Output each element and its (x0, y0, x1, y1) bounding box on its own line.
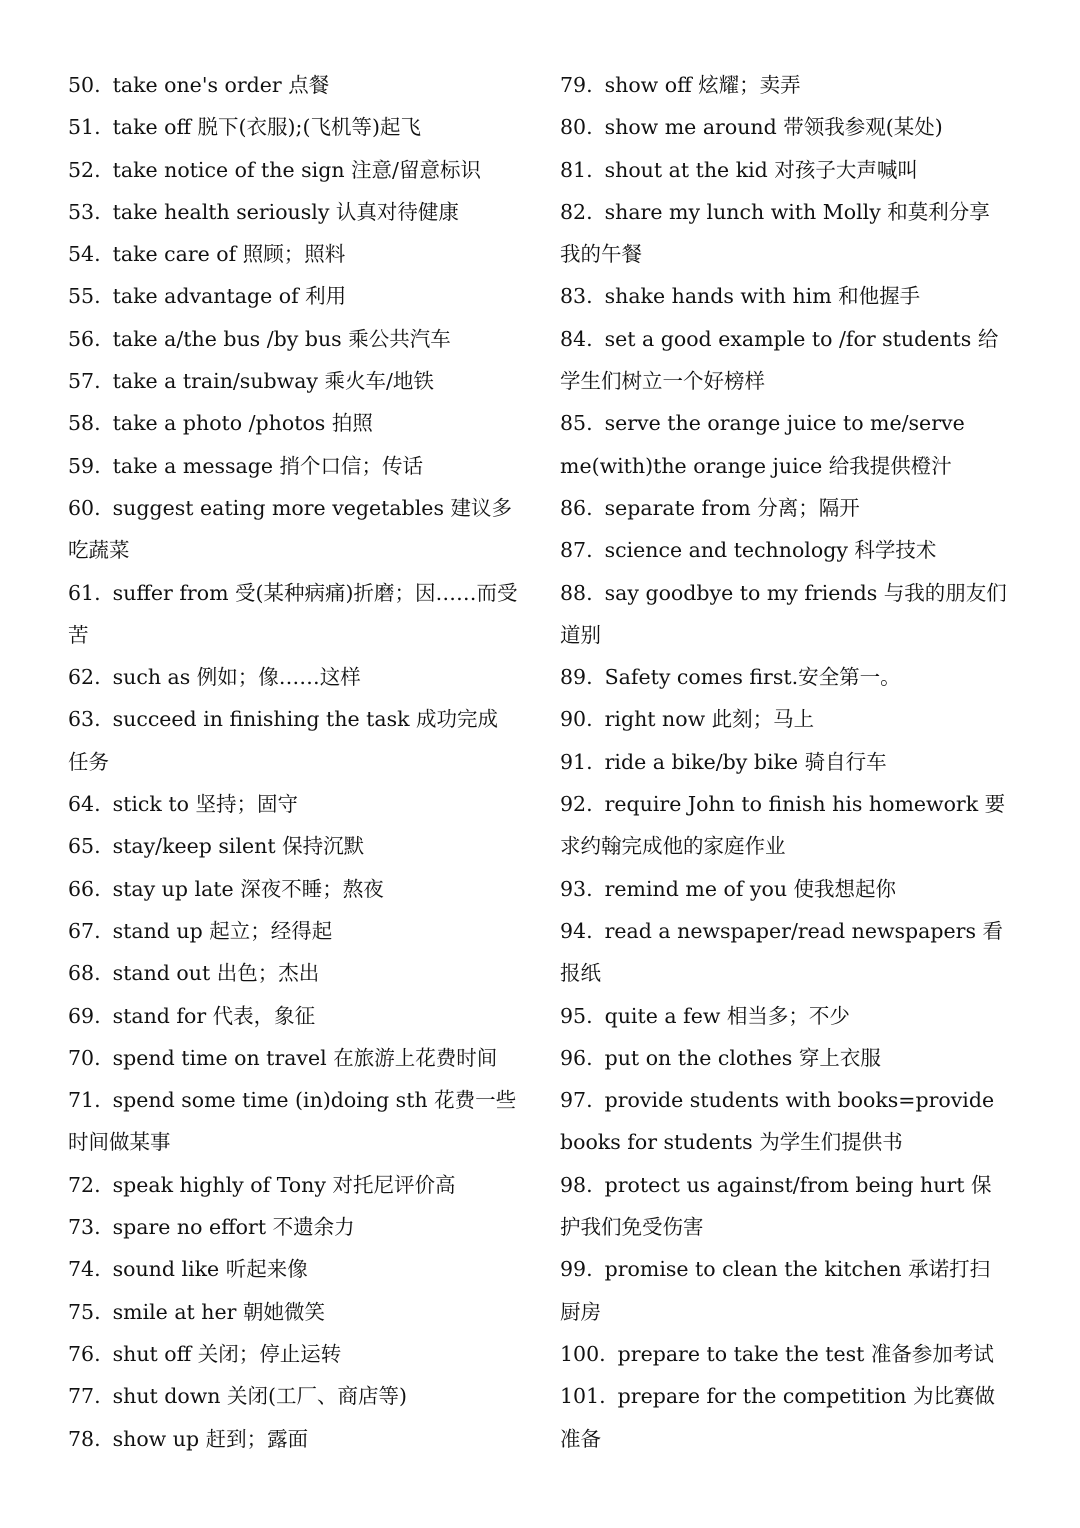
entry-text: shout at the kid 对孩子大声喊叫 (604, 157, 918, 182)
entry-text: science and technology 科学技术 (604, 538, 937, 563)
entry-number: 57. (68, 369, 101, 394)
entry-number: 90. (560, 707, 593, 732)
entry-text: spend some time (in)doing sth 花费一些时间做某事 (68, 1088, 517, 1155)
phrase-entry (68, 1164, 518, 1206)
entry-number: 94. (560, 918, 593, 943)
entry-number: 52. (68, 157, 101, 182)
phrase-entry (560, 868, 1010, 910)
phrase-entry (68, 1291, 518, 1333)
entry-number: 70. (68, 1045, 101, 1070)
entry-number: 92. (560, 792, 593, 817)
entry-number: 98. (560, 1172, 593, 1197)
entry-number: 87. (560, 538, 593, 563)
entry-number: 85. (560, 411, 593, 436)
phrase-entry (68, 1418, 518, 1460)
entry-number: 97. (560, 1088, 593, 1113)
entry-text: spend time on travel 在旅游上花费时间 (112, 1045, 498, 1070)
phrase-entry (68, 275, 518, 317)
entry-number: 63. (68, 707, 101, 732)
entry-number: 58. (68, 411, 101, 436)
entry-number: 101. (560, 1384, 606, 1409)
phrase-entry (68, 149, 518, 191)
entry-text: smile at her 朝她微笑 (112, 1299, 325, 1324)
entry-number: 65. (68, 834, 101, 859)
phrase-entry (560, 64, 1010, 106)
entry-number: 91. (560, 749, 593, 774)
phrase-entry (68, 995, 518, 1037)
entry-text: stand up 起立；经得起 (112, 918, 333, 943)
entry-text: serve the orange juice to me/serve me(with)the orange juice 给我提供橙汁 (560, 411, 965, 478)
entry-text: show me around 带领我参观(某处) (604, 115, 943, 140)
entry-text: say goodbye to my friends 与我的朋友们道别 (560, 580, 1007, 647)
phrase-entry (68, 656, 518, 698)
entry-number: 54. (68, 242, 101, 267)
entry-text: prepare to take the test 准备参加考试 (617, 1341, 994, 1366)
entry-number: 83. (560, 284, 593, 309)
phrase-entry (68, 1079, 518, 1164)
entry-number: 82. (560, 199, 593, 224)
phrase-entry (68, 402, 518, 444)
entry-text: take one's order 点餐 (112, 73, 330, 97)
entry-number: 69. (68, 1003, 101, 1028)
entry-number: 73. (68, 1215, 101, 1240)
entry-text: suggest eating more vegetables 建议多吃蔬菜 (68, 495, 512, 563)
phrase-entry (68, 952, 518, 994)
entry-number: 75. (68, 1299, 101, 1324)
entry-number: 72. (68, 1172, 101, 1197)
entry-number: 100. (560, 1341, 606, 1366)
entry-text: take advantage of 利用 (112, 284, 347, 309)
phrase-entry (560, 191, 1010, 276)
entry-number: 79. (560, 73, 593, 97)
phrase-entry (560, 910, 1010, 995)
entry-text: speak highly of Tony 对托尼评价高 (112, 1172, 456, 1197)
entry-number: 88. (560, 580, 593, 605)
entry-text: take notice of the sign 注意/留意标识 (112, 157, 481, 182)
entry-text: provide students with books=provide books for students 为学生们提供书 (560, 1088, 995, 1155)
entry-text: succeed in finishing the task 成功完成任务 (68, 707, 499, 774)
entry-text: share my lunch with Molly 和莫利分享我的午餐 (560, 199, 990, 267)
entry-text: stand for 代表，象征 (112, 1003, 316, 1028)
entry-text: put on the clothes 穿上衣服 (604, 1045, 881, 1070)
phrase-entry (560, 698, 1010, 740)
phrase-entry (68, 487, 518, 572)
phrase-entry (560, 149, 1010, 191)
entry-number: 56. (68, 326, 101, 351)
phrase-entry (68, 64, 518, 106)
entry-text: promise to clean the kitchen 承诺打扫厨房 (560, 1257, 991, 1324)
entry-number: 99. (560, 1257, 593, 1282)
entry-number: 61. (68, 580, 101, 605)
entry-text: remind me of you 使我想起你 (604, 876, 897, 901)
entry-text: set a good example to /for students 给学生们树立一个好榜样 (560, 326, 999, 394)
entry-text: prepare for the competition 为比赛做准备 (560, 1384, 996, 1451)
phrase-entry (68, 233, 518, 275)
entry-text: take care of 照顾；照料 (112, 242, 346, 267)
phrase-entry (68, 1248, 518, 1290)
entry-number: 78. (68, 1426, 101, 1451)
entry-text: read a newspaper/read newspapers 看报纸 (560, 918, 1003, 986)
entry-text: stay/keep silent 保持沉默 (112, 834, 365, 859)
entry-text: take a message 捎个口信；传话 (112, 453, 423, 478)
entry-number: 66. (68, 876, 101, 901)
phrase-entry (68, 910, 518, 952)
entry-text: stay up late 深夜不睡；熬夜 (112, 876, 384, 901)
entry-text: ride a bike/by bike 骑自行车 (604, 749, 887, 774)
phrase-entry (68, 1375, 518, 1417)
phrase-entry (560, 402, 1010, 487)
phrase-entry (560, 106, 1010, 148)
phrase-entry (68, 572, 518, 657)
phrase-entry (560, 1248, 1010, 1333)
entry-number: 55. (68, 284, 101, 309)
entry-number: 51. (68, 115, 101, 140)
entry-text: suffer from 受(某种病痛)折磨；因……而受苦 (68, 580, 518, 647)
phrase-entry (560, 1375, 1010, 1460)
phrase-entry (560, 318, 1010, 403)
entry-number: 64. (68, 792, 101, 817)
phrase-entry (560, 572, 1010, 657)
phrase-entry (68, 318, 518, 360)
phrase-entry (560, 1037, 1010, 1079)
phrase-entry (560, 1079, 1010, 1164)
entry-number: 95. (560, 1003, 593, 1028)
entry-number: 86. (560, 495, 593, 520)
phrase-entry (68, 698, 518, 783)
phrase-entry (68, 868, 518, 910)
entry-number: 67. (68, 918, 101, 943)
phrase-entry (68, 360, 518, 402)
entry-number: 50. (68, 73, 101, 97)
phrase-entry (560, 656, 1010, 698)
phrase-entry (68, 445, 518, 487)
phrase-entry (560, 487, 1010, 529)
entry-number: 80. (560, 115, 593, 140)
phrase-entry (560, 741, 1010, 783)
phrase-entry (68, 1037, 518, 1079)
entry-number: 84. (560, 326, 593, 351)
phrase-entry (68, 1206, 518, 1248)
entry-number: 71. (68, 1088, 101, 1113)
entry-text: require John to finish his homework 要求约翰完成他的家庭作业 (560, 792, 1006, 859)
entry-number: 96. (560, 1045, 593, 1070)
phrase-entry (560, 995, 1010, 1037)
entry-text: shut off 关闭；停止运转 (112, 1341, 342, 1366)
right-column (560, 64, 1010, 1460)
entry-number: 53. (68, 199, 101, 224)
phrase-entry (560, 1164, 1010, 1249)
entry-text: stand out 出色；杰出 (112, 961, 320, 986)
left-column (68, 64, 518, 1460)
phrase-entry (68, 825, 518, 867)
entry-number: 62. (68, 665, 101, 690)
entry-text: show off 炫耀；卖弄 (604, 73, 801, 97)
phrase-entry (560, 529, 1010, 571)
phrase-entry (68, 1333, 518, 1375)
entry-text: take off 脱下(衣服);(飞机等)起飞 (112, 115, 421, 140)
entry-number: 59. (68, 453, 101, 478)
entry-number: 76. (68, 1341, 101, 1366)
entry-text: take a photo /photos 拍照 (112, 411, 373, 436)
entry-text: show up 赶到；露面 (112, 1426, 309, 1451)
entry-number: 68. (68, 961, 101, 986)
entry-text: Safety comes first.安全第一。 (604, 665, 901, 690)
entry-text: separate from 分离；隔开 (604, 495, 860, 520)
entry-text: take a train/subway 乘火车/地铁 (112, 369, 434, 394)
phrase-entry (560, 275, 1010, 317)
phrase-entry (68, 783, 518, 825)
entry-text: stick to 坚持；固守 (112, 792, 298, 817)
entry-text: shake hands with him 和他握手 (604, 284, 921, 309)
entry-number: 77. (68, 1384, 101, 1409)
entry-text: such as 例如；像……这样 (112, 665, 361, 690)
phrase-entry (560, 1333, 1010, 1375)
entry-number: 89. (560, 665, 593, 690)
entry-number: 81. (560, 157, 593, 182)
entry-text: shut down 关闭(工厂、商店等) (112, 1384, 408, 1409)
entry-text: take a/the bus /by bus 乘公共汽车 (112, 326, 451, 351)
entry-text: right now 此刻；马上 (604, 707, 815, 732)
entry-number: 74. (68, 1257, 101, 1282)
entry-text: spare no effort 不遗余力 (112, 1215, 355, 1240)
entry-text: take health seriously 认真对待健康 (112, 199, 459, 224)
entry-text: protect us against/from being hurt 保护我们免受伤害 (560, 1172, 992, 1240)
entry-number: 93. (560, 876, 593, 901)
phrase-entry (68, 106, 518, 148)
phrase-entry (560, 783, 1010, 868)
entry-text: sound like 听起来像 (112, 1257, 308, 1282)
entry-text: quite a few 相当多；不少 (604, 1003, 850, 1028)
entry-number: 60. (68, 495, 101, 520)
phrase-entry (68, 191, 518, 233)
